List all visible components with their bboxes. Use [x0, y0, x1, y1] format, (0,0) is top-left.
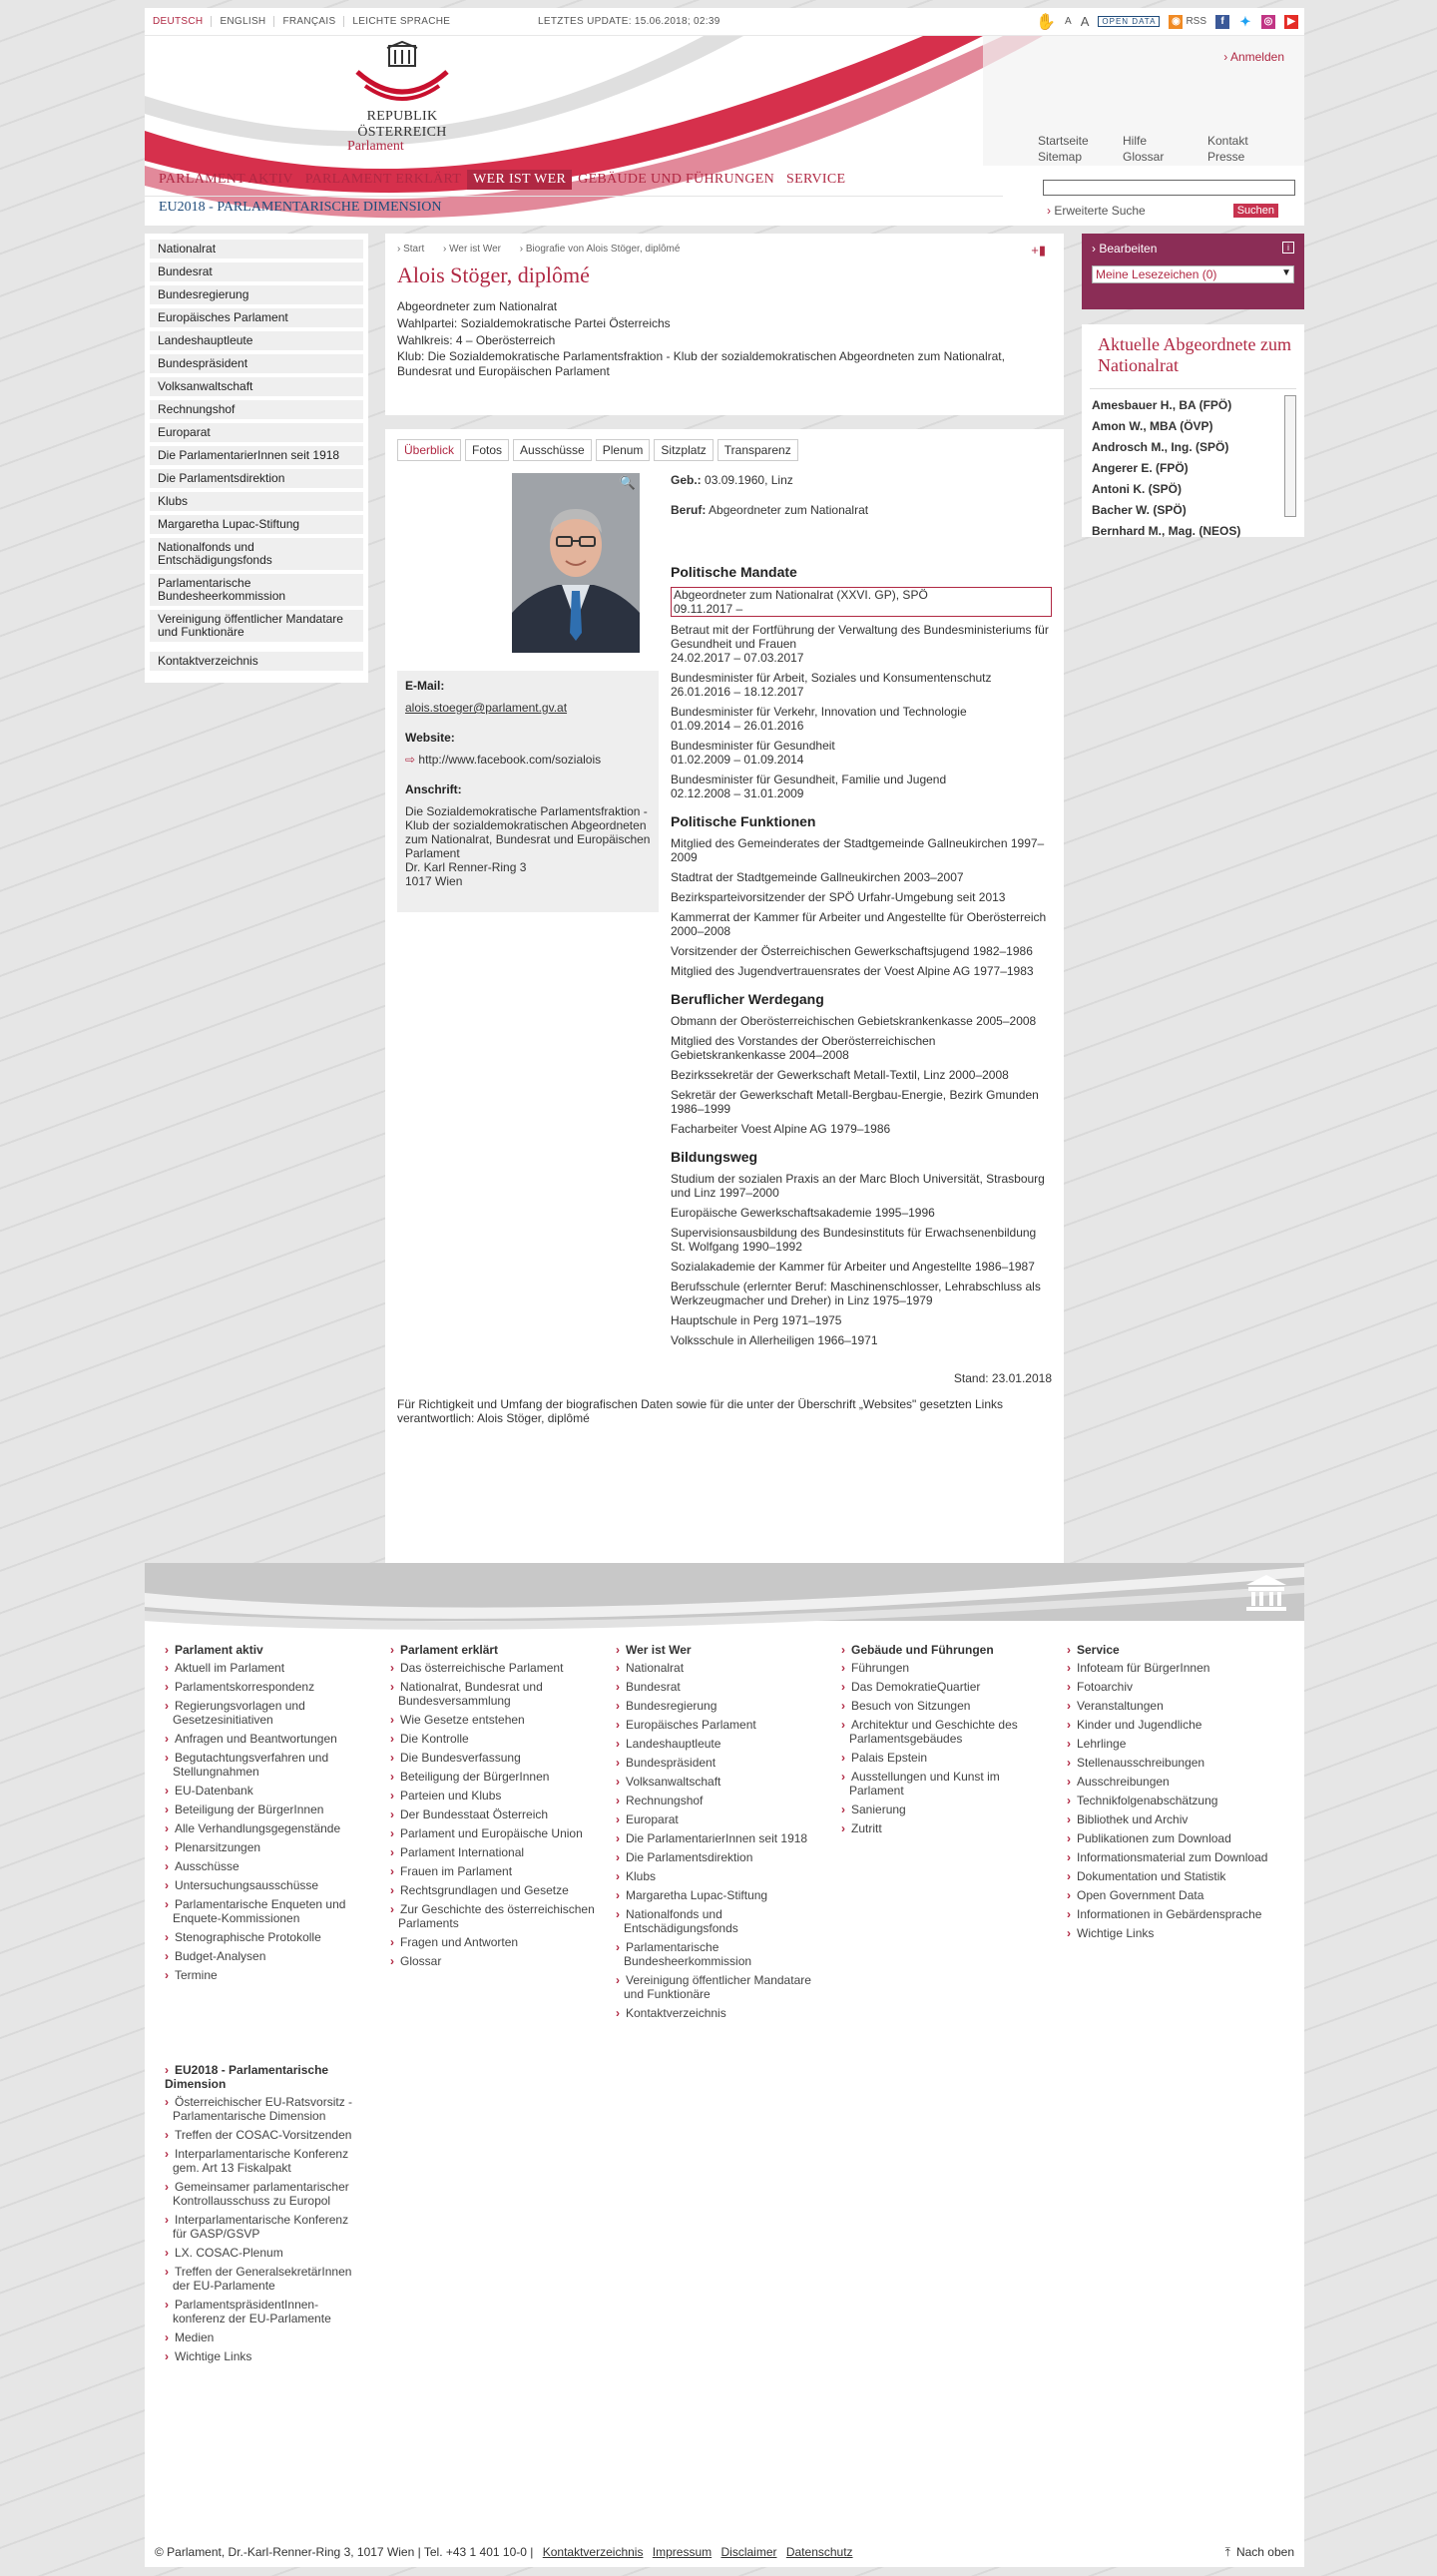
profile-body	[385, 461, 1064, 1397]
footer-link[interactable]: › Das österreichische Parlament	[390, 1661, 606, 1675]
bookmark-add-icon[interactable]: +▮	[1031, 243, 1046, 258]
function-item: Bezirksparteivorsitzender der SPÖ Urfahr-Umgebung seit 2013	[671, 890, 1006, 904]
footer-legal	[155, 2545, 853, 2560]
mandate-item	[671, 773, 1052, 800]
sign-language-icon[interactable]: ✋	[1036, 13, 1057, 31]
rss-icon: ◉	[1169, 15, 1183, 29]
sidebar-item-europaeisches-parlament[interactable]: Europäisches Parlament	[150, 308, 363, 327]
function-item: Kammerrat der Kammer für Arbeiter und Angestellte für Oberösterreich 2000–2008	[671, 910, 1047, 938]
education-heading: Bildungsweg	[671, 1149, 758, 1165]
footer-link[interactable]: › Open Government Data	[1067, 1888, 1282, 1902]
stand-date: Stand: 23.01.2018	[953, 1371, 1052, 1385]
footer-link[interactable]: › Ausschüsse	[165, 1859, 380, 1873]
login-link[interactable]: › Anmelden	[1223, 50, 1284, 64]
footer-link[interactable]: › Fotoarchiv	[1067, 1680, 1282, 1694]
footer-link[interactable]: › Frauen im Parlament	[390, 1864, 606, 1878]
person-club: Klub: Die Sozialdemokratische Parlamentsfraktion - Klub der sozialdemokratischen Abgeordneten zum Nationalrat, Bundesrat und Europäischen Parlament	[397, 349, 1005, 378]
mandate-item	[671, 623, 1052, 665]
bookmarks-header	[1092, 242, 1294, 256]
footer-link[interactable]: › Parlament International	[390, 1845, 606, 1859]
education-item: Sozialakademie der Kammer für Arbeiter und Angestellte 1986–1987	[671, 1260, 1035, 1274]
footer-link[interactable]: › Plenarsitzungen	[165, 1840, 380, 1854]
mandate-dates: 02.12.2008 – 31.01.2009	[671, 786, 804, 800]
mandate-item	[671, 739, 1052, 767]
footer-col-gebaeude	[841, 1643, 1067, 2025]
email-label: E-Mail:	[405, 679, 445, 693]
profile-sidebar	[397, 473, 659, 1385]
footer-link[interactable]: › Bundespräsident	[616, 1756, 831, 1770]
person-summary	[385, 298, 1064, 393]
arrow-up-icon: ⤒	[1224, 2545, 1230, 2559]
sidebar-item-volksanwaltschaft[interactable]: Volksanwaltschaft	[150, 377, 363, 396]
footer-link[interactable]: › Treffen der COSAC-Vorsitzenden	[165, 2128, 354, 2142]
footer-link[interactable]: › Infoteam für BürgerInnen	[1067, 1661, 1282, 1675]
education-item: Europäische Gewerkschaftsakademie 1995–1996	[671, 1206, 935, 1220]
utility-bar	[145, 8, 1304, 36]
back-to-top-label: Nach oben	[1235, 2545, 1294, 2559]
job-label: Beruf:	[671, 503, 707, 517]
footer-link[interactable]: › Anfragen und Beantwortungen	[165, 1732, 380, 1746]
footer-link[interactable]: › Der Bundesstaat Österreich	[390, 1807, 606, 1821]
language-switcher	[145, 16, 458, 27]
main-content	[385, 234, 1064, 1707]
footer-link[interactable]: › Wie Gesetze entstehen	[390, 1713, 606, 1727]
font-large-button[interactable]: A	[1080, 14, 1090, 29]
footer-link[interactable]: › ParlamentspräsidentInnen-konferenz der EU-Parlamente	[165, 2298, 354, 2325]
education-item: Hauptschule in Perg 1971–1975	[671, 1313, 842, 1327]
footer-link[interactable]: › Parteien und Klubs	[390, 1789, 606, 1803]
current-members-title: Aktuelle Abgeordnete zum Nationalrat	[1098, 334, 1291, 375]
footer-link[interactable]: › Informationen in Gebärdensprache	[1067, 1907, 1282, 1921]
brand-logo[interactable]	[327, 42, 477, 155]
nav-wer-ist-wer[interactable]: WER IST WER	[467, 170, 572, 190]
function-item: Mitglied des Gemeinderates der Stadtgemeinde Gallneukirchen 1997–2009	[671, 836, 1045, 864]
profile-header-card	[385, 234, 1064, 415]
footer-link[interactable]: › Wichtige Links	[165, 2349, 354, 2363]
footer-heading[interactable]: › Service	[1067, 1643, 1282, 1657]
career-item: Obmann der Oberösterreichischen Gebietskrankenkasse 2005–2008	[671, 1014, 1037, 1028]
bookmarks-select[interactable]	[1092, 265, 1294, 283]
career-heading: Beruflicher Werdegang	[671, 991, 824, 1007]
brand-line2: Parlament	[347, 139, 404, 154]
mandate-title: Abgeordneter zum Nationalrat (XXVI. GP), SPÖ	[674, 588, 928, 602]
site-footer	[145, 1563, 1304, 2567]
footer-link[interactable]: › Bundesregierung	[616, 1699, 831, 1713]
footer-link[interactable]: › Kontaktverzeichnis	[616, 2006, 831, 2020]
footer-link[interactable]: › Wichtige Links	[1067, 1926, 1282, 1940]
footer-link[interactable]: › Europäisches Parlament	[616, 1718, 831, 1732]
job-row	[671, 503, 1052, 517]
footer-link[interactable]: › Interparlamentarische Konferenz gem. Art 13 Fiskalpakt	[165, 2147, 354, 2175]
footer-heading[interactable]: › Parlament aktiv	[165, 1643, 380, 1657]
functions-heading: Politische Funktionen	[671, 813, 816, 829]
tab-sitzplatz[interactable]: Sitzplatz	[654, 439, 713, 461]
footer-link[interactable]: › Beteiligung der BürgerInnen	[390, 1770, 606, 1784]
link-hilfe[interactable]: Hilfe	[1123, 134, 1148, 148]
footer-link[interactable]: › Österreichischer EU-Ratsvorsitz - Parlamentarische Dimension	[165, 2095, 354, 2123]
born-label: Geb.:	[671, 473, 702, 487]
breadcrumb-start[interactable]: › Start	[397, 244, 425, 255]
footer-link[interactable]: › Europarat	[616, 1812, 831, 1826]
profile-tabs	[385, 429, 1064, 461]
footer-heading[interactable]: › EU2018 - Parlamentarische Dimension	[165, 2063, 354, 2091]
sidebar-item-landeshauptleute[interactable]: Landeshauptleute	[150, 331, 363, 350]
sidebar-item-kontaktverzeichnis[interactable]: Kontaktverzeichnis	[150, 652, 363, 671]
footer-link[interactable]: › Veranstaltungen	[1067, 1699, 1282, 1713]
font-small-button[interactable]: A	[1065, 16, 1072, 27]
brand-line1: REPUBLIK ÖSTERREICH	[357, 109, 447, 140]
sidebar-item-europarat[interactable]: Europarat	[150, 423, 363, 442]
external-link-icon: ⇨	[405, 753, 419, 767]
education-item: Volksschule in Allerheiligen 1966–1971	[671, 1333, 878, 1347]
address-line-3: 1017 Wien	[405, 874, 463, 888]
login-label: Anmelden	[1229, 50, 1284, 64]
mandates-heading: Politische Mandate	[671, 564, 797, 580]
footer-link[interactable]: › Bundesrat	[616, 1680, 831, 1694]
footer-link[interactable]: › Landeshauptleute	[616, 1737, 831, 1751]
link-startseite[interactable]: Startseite	[1038, 134, 1089, 148]
info-icon[interactable]: i	[1282, 242, 1294, 254]
born-row	[671, 473, 1052, 487]
sidebar-navigation	[145, 234, 368, 683]
chevron-down-icon: ▼	[1281, 267, 1291, 278]
member-item[interactable]: Bacher W. (SPÖ)	[1092, 503, 1187, 517]
open-data-badge[interactable]: OPEN DATA	[1098, 16, 1160, 27]
rss-label: RSS	[1186, 16, 1206, 27]
current-members-panel	[1082, 324, 1304, 537]
instagram-icon[interactable]: ◎	[1261, 15, 1275, 29]
tab-ausschuesse[interactable]: Ausschüsse	[513, 439, 592, 461]
education-item: Supervisionsausbildung des Bundesinstituts für Erwachsenenbildung St. Wolfgang 1990–1992	[671, 1226, 1037, 1254]
edit-button[interactable]: › Bearbeiten	[1092, 242, 1158, 256]
parliament-building-icon[interactable]	[1242, 1573, 1290, 1613]
back-to-top-link[interactable]	[1225, 2545, 1294, 2560]
mandate-title: Bundesminister für Gesundheit, Familie und Jugend	[671, 773, 947, 786]
portrait-illustration	[512, 473, 640, 653]
footer-link[interactable]: › Sanierung	[841, 1803, 1057, 1816]
address-line-2: Dr. Karl Renner-Ring 3	[405, 860, 527, 874]
sidebar-item-nationalrat[interactable]: Nationalrat	[150, 240, 363, 258]
born-value: 03.09.1960, Linz	[705, 473, 793, 487]
footer-link[interactable]: › EU-Datenbank	[165, 1784, 380, 1798]
sidebar-item-bundesrat[interactable]: Bundesrat	[150, 262, 363, 281]
footer-link[interactable]: › Stenographische Protokolle	[165, 1930, 380, 1944]
function-item: Vorsitzender der Österreichischen Gewerkschaftsjugend 1982–1986	[671, 944, 1033, 958]
link-presse[interactable]: Presse	[1207, 150, 1245, 164]
breadcrumb-wer-ist-wer[interactable]: › Wer ist Wer	[443, 244, 501, 255]
page-title: Alois Stöger, diplômé	[397, 262, 590, 287]
footer-link[interactable]: › Gemeinsamer parlamentarischer Kontrollausschuss zu Europol	[165, 2180, 354, 2208]
career-item: Mitglied des Vorstandes der Oberösterreichischen Gebietskrankenkasse 2004–2008	[671, 1034, 936, 1062]
footer-link[interactable]: › LX. COSAC-Plenum	[165, 2246, 354, 2260]
footer-link[interactable]: › Bibliothek und Archiv	[1067, 1812, 1282, 1826]
mandate-item	[671, 705, 1052, 733]
sidebar-item-bundespraesident[interactable]: Bundespräsident	[150, 354, 363, 373]
footer-link[interactable]: › Termine	[165, 1968, 380, 1982]
sub-navigation[interactable]: EU2018 - PARLAMENTARISCHE DIMENSION	[145, 196, 1003, 218]
zoom-icon[interactable]: 🔍	[619, 475, 636, 490]
email-link[interactable]: alois.stoeger@parlament.gv.at	[405, 701, 568, 715]
footer-link[interactable]: › Parlamentskorrespondenz	[165, 1680, 380, 1694]
career-item: Bezirkssekretär der Gewerkschaft Metall-Textil, Linz 2000–2008	[671, 1068, 1009, 1082]
footer-link[interactable]: › Regierungsvorlagen und Gesetzesinitiativen	[165, 1699, 380, 1727]
edit-label: Bearbeiten	[1099, 242, 1158, 256]
footer-heading[interactable]: › Parlament erklärt	[390, 1643, 606, 1657]
footer-link[interactable]: › Ausstellungen und Kunst im Parlament	[841, 1770, 1057, 1798]
parliament-building-icon	[347, 42, 457, 102]
sidebar-item-rechnungshof[interactable]: Rechnungshof	[150, 400, 363, 419]
sidebar-item-klubs[interactable]: Klubs	[150, 492, 363, 511]
last-update: LETZTES UPDATE: 15.06.2018; 02:39	[538, 16, 720, 27]
footer-link-disclaimer[interactable]: Disclaimer	[720, 2545, 777, 2559]
breadcrumb	[385, 234, 1064, 255]
nav-parlament-erklaert[interactable]: PARLAMENT ERKLÄRT	[304, 172, 462, 187]
footer-link[interactable]: › Nationalrat	[616, 1661, 831, 1675]
search-button[interactable]: Suchen	[1233, 204, 1278, 218]
footer-col-parlament-aktiv	[165, 1643, 390, 2025]
footer-col-wer-ist-wer	[616, 1643, 841, 2025]
footer-link[interactable]: › Zur Geschichte des österreichischen Parlaments	[390, 1902, 606, 1930]
lang-easy[interactable]: LEICHTE SPRACHE	[352, 16, 451, 27]
footer-link[interactable]: › Parlamentarische Enqueten und Enquete-Kommissionen	[165, 1897, 380, 1925]
footer-link[interactable]: › Fragen und Antworten	[390, 1935, 606, 1949]
search-input[interactable]	[1043, 180, 1295, 196]
address-line-1: Die Sozialdemokratische Parlamentsfraktion - Klub der sozialdemokratischen Abgeordneten zum Nationalrat, Bundesrat und Europäischen Parlament	[405, 804, 651, 860]
sidebar-item-parlamentarier-seit-1918[interactable]: Die ParlamentarierInnen seit 1918	[150, 446, 363, 465]
member-item[interactable]: Antoni K. (SPÖ)	[1092, 482, 1182, 496]
footer-link[interactable]: › Informationsmaterial zum Download	[1067, 1850, 1282, 1864]
footer-link[interactable]: › Besuch von Sitzungen	[841, 1699, 1057, 1713]
footer-link[interactable]: › Nationalrat, Bundesrat und Bundesversammlung	[390, 1680, 606, 1708]
sidebar-item-lupac-stiftung[interactable]: Margaretha Lupac-Stiftung	[150, 515, 363, 534]
link-kontakt[interactable]: Kontakt	[1207, 134, 1248, 148]
footer-link[interactable]: › Die Bundesverfassung	[390, 1751, 606, 1765]
breadcrumb-current-label: Biografie von Alois Stöger, diplômé	[525, 244, 681, 255]
person-party: Wahlpartei: Sozialdemokratische Partei Österreichs	[397, 316, 671, 330]
breadcrumb-wer-label: Wer ist Wer	[449, 244, 501, 255]
facebook-icon[interactable]: f	[1215, 15, 1229, 29]
footer-link[interactable]: › Die Kontrolle	[390, 1732, 606, 1746]
footer-link[interactable]: › Stellenausschreibungen	[1067, 1756, 1282, 1770]
portrait-photo[interactable]	[512, 473, 640, 653]
mandate-title: Bundesminister für Verkehr, Innovation und Technologie	[671, 705, 967, 719]
footer-link[interactable]: › Parlament und Europäische Union	[390, 1826, 606, 1840]
member-item[interactable]: Bernhard M., Mag. (NEOS)	[1092, 524, 1241, 538]
footer-link[interactable]: › Begutachtungsverfahren und Stellungnahmen	[165, 1751, 380, 1779]
footer-link[interactable]: › Volksanwaltschaft	[616, 1775, 831, 1789]
footer-link[interactable]: › Lehrlinge	[1067, 1737, 1282, 1751]
sidebar-item-bundesregierung[interactable]: Bundesregierung	[150, 285, 363, 304]
tab-fotos[interactable]: Fotos	[465, 439, 509, 461]
footer-link[interactable]: › Zutritt	[841, 1821, 1057, 1835]
footer-col-eu2018	[145, 2025, 354, 2363]
footer-link-datenschutz[interactable]: Datenschutz	[785, 2545, 853, 2559]
footer-link[interactable]: › Nationalfonds und Entschädigungsfonds	[616, 1907, 831, 1935]
sidebar-item-vereinigung[interactable]: Vereinigung öffentlicher Mandatare und Funktionäre	[150, 610, 363, 642]
profile-detail-card	[385, 429, 1064, 1707]
footer-link[interactable]: › Glossar	[390, 1954, 606, 1968]
footer-link[interactable]: › Architektur und Geschichte des Parlamentsgebäudes	[841, 1718, 1057, 1746]
footer-link[interactable]: › Das DemokratieQuartier	[841, 1680, 1057, 1694]
career-item: Sekretär der Gewerkschaft Metall-Bergbau-Energie, Bezirk Gmunden 1986–1999	[671, 1088, 1039, 1116]
twitter-icon[interactable]: ✦	[1239, 13, 1251, 29]
tab-plenum[interactable]: Plenum	[596, 439, 651, 461]
footer-col-parlament-erklaert	[390, 1643, 616, 2025]
career-item: Facharbeiter Voest Alpine AG 1979–1986	[671, 1122, 891, 1136]
mandate-dates: 01.02.2009 – 01.09.2014	[671, 753, 804, 767]
responsibility-note: Für Richtigkeit und Umfang der biografischen Daten sowie für die unter der Überschrift „Websites" gesetzten Links verantwortlich: Alois Stöger, diplômé	[397, 1397, 1003, 1425]
footer-heading[interactable]: › Gebäude und Führungen	[841, 1643, 1057, 1657]
footer-link[interactable]: › Palais Epstein	[841, 1751, 1057, 1765]
footer-columns	[145, 1621, 1304, 2025]
mandate-dates: 09.11.2017 –	[674, 602, 743, 616]
footer-link[interactable]: › Technikfolgenabschätzung	[1067, 1794, 1282, 1807]
footer-link[interactable]: › Ausschreibungen	[1067, 1775, 1282, 1789]
member-item[interactable]: Androsch M., Ing. (SPÖ)	[1092, 440, 1229, 454]
link-sitemap[interactable]: Sitemap	[1038, 150, 1083, 164]
search-area	[1043, 180, 1304, 226]
footer-swoosh	[145, 1563, 1304, 1621]
member-item[interactable]: Angerer E. (FPÖ)	[1092, 461, 1189, 475]
footer-link[interactable]: › Treffen der GeneralsekretärInnen der EU-Parlamente	[165, 2265, 354, 2293]
mandate-title: Betraut mit der Fortführung der Verwaltung des Bundesministeriums für Gesundheit und Frauen	[671, 623, 1049, 651]
mandate-item	[671, 587, 1052, 617]
mandate-dates: 26.01.2016 – 18.12.2017	[671, 685, 804, 699]
function-item: Stadtrat der Stadtgemeinde Gallneukirchen 2003–2007	[671, 870, 964, 884]
mandate-item	[671, 671, 1052, 699]
nav-parlament-aktiv[interactable]: PARLAMENT AKTIV	[159, 172, 293, 187]
website-url: http://www.facebook.com/sozialois	[418, 753, 602, 767]
footer-link[interactable]: › Budget-Analysen	[165, 1949, 380, 1963]
footer-link[interactable]: › Publikationen zum Download	[1067, 1831, 1282, 1845]
footer-link[interactable]: › Beteiligung der BürgerInnen	[165, 1803, 380, 1816]
members-list	[1090, 388, 1296, 538]
mandate-dates: 01.09.2014 – 26.01.2016	[671, 719, 804, 733]
site-header	[145, 36, 1304, 226]
service-links	[1038, 134, 1292, 164]
footer-link[interactable]: › Die Parlamentsdirektion	[616, 1850, 831, 1864]
footer-link[interactable]: › Interparlamentarische Konferenz für GASP/GSVP	[165, 2213, 354, 2241]
footer-link[interactable]: › Alle Verhandlungsgegenstände	[165, 1821, 380, 1835]
contact-box	[397, 671, 659, 912]
copyright-text: © Parlament, Dr.-Karl-Renner-Ring 3, 1017 Wien | Tel. +43 1 401 10-0 |	[155, 2545, 534, 2559]
sidebar-item-bundesheerkommission[interactable]: Parlamentarische Bundesheerkommission	[150, 574, 363, 606]
education-item: Studium der sozialen Praxis an der Marc Bloch Universität, Strasbourg und Linz 1997–2000	[671, 1172, 1045, 1200]
website-link[interactable]	[405, 753, 651, 767]
footer-link[interactable]: › Kinder und Jugendliche	[1067, 1718, 1282, 1732]
tab-ueberblick[interactable]: Überblick	[397, 439, 461, 461]
rss-link[interactable]	[1169, 15, 1206, 29]
footer-link[interactable]: › Medien	[165, 2330, 354, 2344]
lang-en[interactable]: ENGLISH	[212, 16, 274, 27]
footer-link[interactable]: › Rechtsgrundlagen und Gesetze	[390, 1883, 606, 1897]
footer-band	[145, 1563, 1304, 1621]
footer-link[interactable]: › Die ParlamentarierInnen seit 1918	[616, 1831, 831, 1845]
footer-link[interactable]: › Klubs	[616, 1869, 831, 1883]
footer-col-service	[1067, 1643, 1292, 2025]
tab-transparenz[interactable]: Transparenz	[718, 439, 798, 461]
footer-link[interactable]: › Führungen	[841, 1661, 1057, 1675]
link-glossar[interactable]: Glossar	[1123, 150, 1165, 164]
youtube-icon[interactable]: ▶	[1284, 15, 1298, 29]
advanced-search-link[interactable]: › Erweiterte Suche	[1047, 204, 1146, 218]
footer-heading[interactable]: › Wer ist Wer	[616, 1643, 831, 1657]
toolbar	[1036, 12, 1298, 32]
education-item: Berufsschule (erlernter Beruf: Maschinenschlosser, Lehrabschluss als Werkzeugmacher und Dreher) in Linz 1975–1979	[671, 1280, 1041, 1307]
nav-service[interactable]: SERVICE	[786, 172, 846, 187]
footer-link[interactable]: › Vereinigung öffentlicher Mandatare und Funktionäre	[616, 1973, 831, 2001]
breadcrumb-current: › Biografie von Alois Stöger, diplômé	[519, 244, 681, 255]
address-label: Anschrift:	[405, 782, 462, 796]
sidebar-item-nationalfonds[interactable]: Nationalfonds und Entschädigungsfonds	[150, 538, 363, 570]
footer-link[interactable]: › Parlamentarische Bundesheerkommission	[616, 1940, 831, 1968]
person-district: Wahlkreis: 4 – Oberösterreich	[397, 333, 556, 347]
mandate-dates: 24.02.2017 – 07.03.2017	[671, 651, 804, 665]
lang-de[interactable]: DEUTSCH	[145, 16, 212, 27]
function-item: Mitglied des Jugendvertrauensrates der Voest Alpine AG 1977–1983	[671, 964, 1034, 978]
bookmarks-panel	[1082, 234, 1304, 309]
footer-bottom-bar	[145, 2545, 1304, 2560]
biography	[659, 473, 1052, 1385]
footer-link[interactable]: › Rechnungshof	[616, 1794, 831, 1807]
job-value: Abgeordneter zum Nationalrat	[709, 503, 869, 517]
sidebar-item-parlamentsdirektion[interactable]: Die Parlamentsdirektion	[150, 469, 363, 488]
mandate-title: Bundesminister für Arbeit, Soziales und Konsumentenschutz	[671, 671, 992, 685]
footer-link-impressum[interactable]: Impressum	[652, 2545, 713, 2559]
bookmarks-selected: Meine Lesezeichen (0)	[1096, 267, 1217, 281]
breadcrumb-start-label: Start	[403, 244, 425, 255]
main-navigation	[153, 170, 851, 190]
advanced-search-label: Erweiterte Suche	[1054, 204, 1146, 218]
footer-link[interactable]: › Untersuchungsausschüsse	[165, 1878, 380, 1892]
member-item[interactable]: Amon W., MBA (ÖVP)	[1092, 419, 1213, 433]
person-role: Abgeordneter zum Nationalrat	[397, 299, 558, 313]
footer-link[interactable]: › Dokumentation und Statistik	[1067, 1869, 1282, 1883]
footer-link[interactable]: › Margaretha Lupac-Stiftung	[616, 1888, 831, 1902]
website-label: Website:	[405, 731, 455, 745]
footer-link-kontaktverzeichnis[interactable]: Kontaktverzeichnis	[542, 2545, 644, 2559]
mandate-title: Bundesminister für Gesundheit	[671, 739, 835, 753]
lang-fr[interactable]: FRANÇAIS	[274, 16, 344, 27]
nav-gebaeude[interactable]: GEBÄUDE UND FÜHRUNGEN	[578, 172, 775, 187]
footer-link[interactable]: › Aktuell im Parlament	[165, 1661, 380, 1675]
member-item[interactable]: Amesbauer H., BA (FPÖ)	[1092, 398, 1232, 412]
members-scrollbar[interactable]	[1284, 395, 1296, 517]
